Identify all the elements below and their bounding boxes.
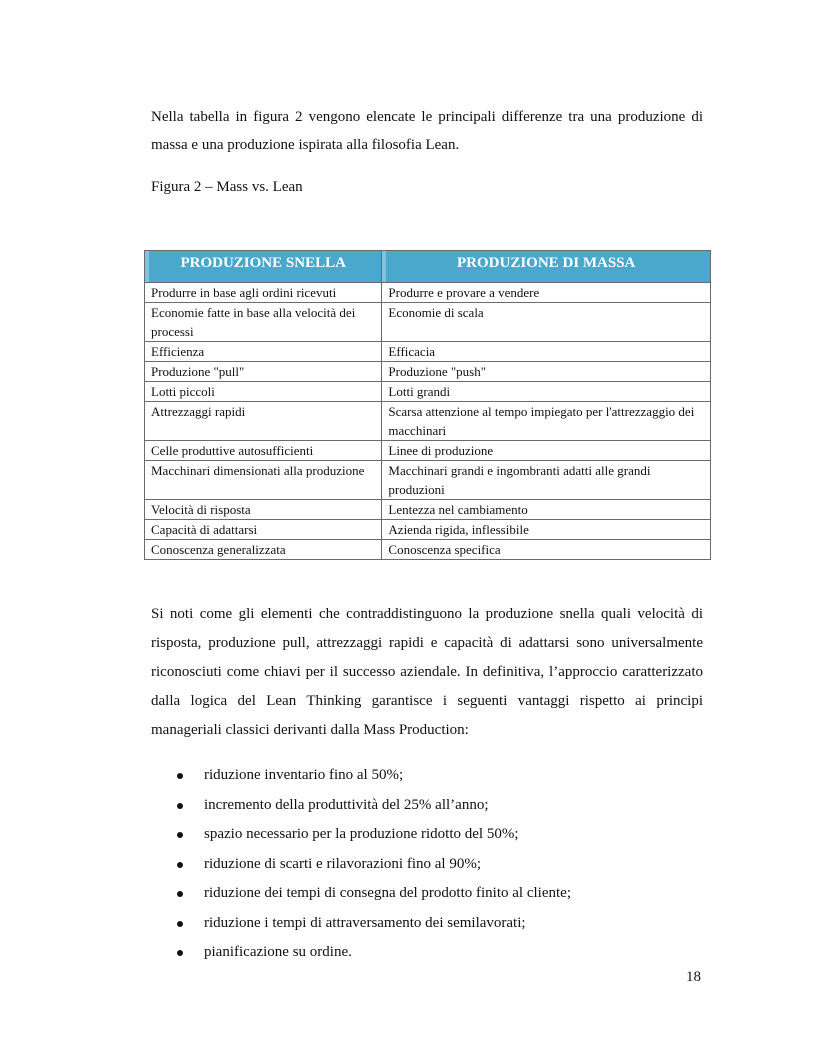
mass-cell: Lentezza nel cambiamento [382,500,711,520]
lean-cell: Capacità di adattarsi [145,520,382,540]
table-row [145,362,711,382]
list-item-text: pianificazione su ordine. [204,944,352,960]
mass-cell: Linee di produzione [382,441,711,461]
bullet-icon [177,921,183,927]
mass-cell: Azienda rigida, inflessibile [382,520,711,540]
figure-caption: Figura 2 – Mass vs. Lean [151,179,303,195]
mass-cell: Produrre e provare a vendere [382,283,711,303]
list-item [177,850,571,880]
bullet-icon [177,891,183,897]
intro-paragraph: Nella tabella in figura 2 vengono elencate le principali differenze tra una produzione di massa e una produzione ispirata alla filosofia Lean. [151,109,703,153]
list-item-text: spazio necessario per la produzione ridotto del 50%; [204,826,519,842]
table-row [145,382,711,402]
lean-cell: Produzione "pull" [145,362,382,382]
table-header-row [145,251,711,283]
table-row [145,283,711,303]
lean-cell: Macchinari dimensionati alla produzione [145,461,382,500]
mass-cell: Lotti grandi [382,382,711,402]
header-lean-production: PRODUZIONE SNELLA [145,251,382,283]
list-item [177,791,571,821]
header-mass-production: PRODUZIONE DI MASSA [382,251,711,283]
lean-cell: Lotti piccoli [145,382,382,402]
list-item [177,879,571,909]
bullet-icon [177,862,183,868]
table-row [145,461,711,500]
body-paragraph: Si noti come gli elementi che contraddistinguono la produzione snella quali velocità di risposta, produzione pull, attrezzaggi rapidi e capacità di adattarsi sono universalmente riconosciuti come chiavi per il successo aziendale. In definitiva, l’approccio caratterizzato dalla logica del Lean Thinking garantisce i seguenti vantaggi rispetto ai principi manageriali classici derivanti dalla Mass Production: [151,606,703,738]
mass-cell: Scarsa attenzione al tempo impiegato per l'attrezzaggio dei macchinari [382,402,711,441]
list-item-text: riduzione i tempi di attraversamento dei semilavorati; [204,914,526,931]
mass-cell: Produzione "push" [382,362,711,382]
mass-cell: Macchinari grandi e ingombranti adatti alle grandi produzioni [382,461,711,500]
table-row [145,402,711,441]
list-item-text: incremento della produttività del 25% all’anno; [204,796,489,813]
mass-cell: Conoscenza specifica [382,540,711,560]
list-item [177,909,571,939]
table-row [145,342,711,362]
lean-cell: Economie fatte in base alla velocità dei processi [145,303,382,342]
lean-cell: Conoscenza generalizzata [145,540,382,560]
mass-cell: Economie di scala [382,303,711,342]
table-row [145,500,711,520]
advantages-list [177,761,571,968]
bullet-icon [177,803,183,809]
bullet-icon [177,950,183,956]
lean-cell: Produrre in base agli ordini ricevuti [145,283,382,303]
mass-cell: Efficacia [382,342,711,362]
list-item-text: riduzione di scarti e rilavorazioni fino al 90%; [204,855,481,872]
list-item [177,761,571,791]
table-row [145,540,711,560]
lean-cell: Efficienza [145,342,382,362]
lean-cell: Attrezzaggi rapidi [145,402,382,441]
table-row [145,441,711,461]
lean-cell: Velocità di risposta [145,500,382,520]
list-item [177,820,571,850]
table-row [145,303,711,342]
list-item-text: riduzione dei tempi di consegna del prodotto finito al cliente; [204,885,571,901]
bullet-icon [177,832,183,838]
list-item-text: riduzione inventario fino al 50%; [204,767,404,783]
list-item [177,938,571,968]
table-row [145,520,711,540]
bullet-icon [177,773,183,779]
page-number: 18 [686,969,701,985]
lean-cell: Celle produttive autosufficienti [145,441,382,461]
comparison-table [144,250,711,560]
